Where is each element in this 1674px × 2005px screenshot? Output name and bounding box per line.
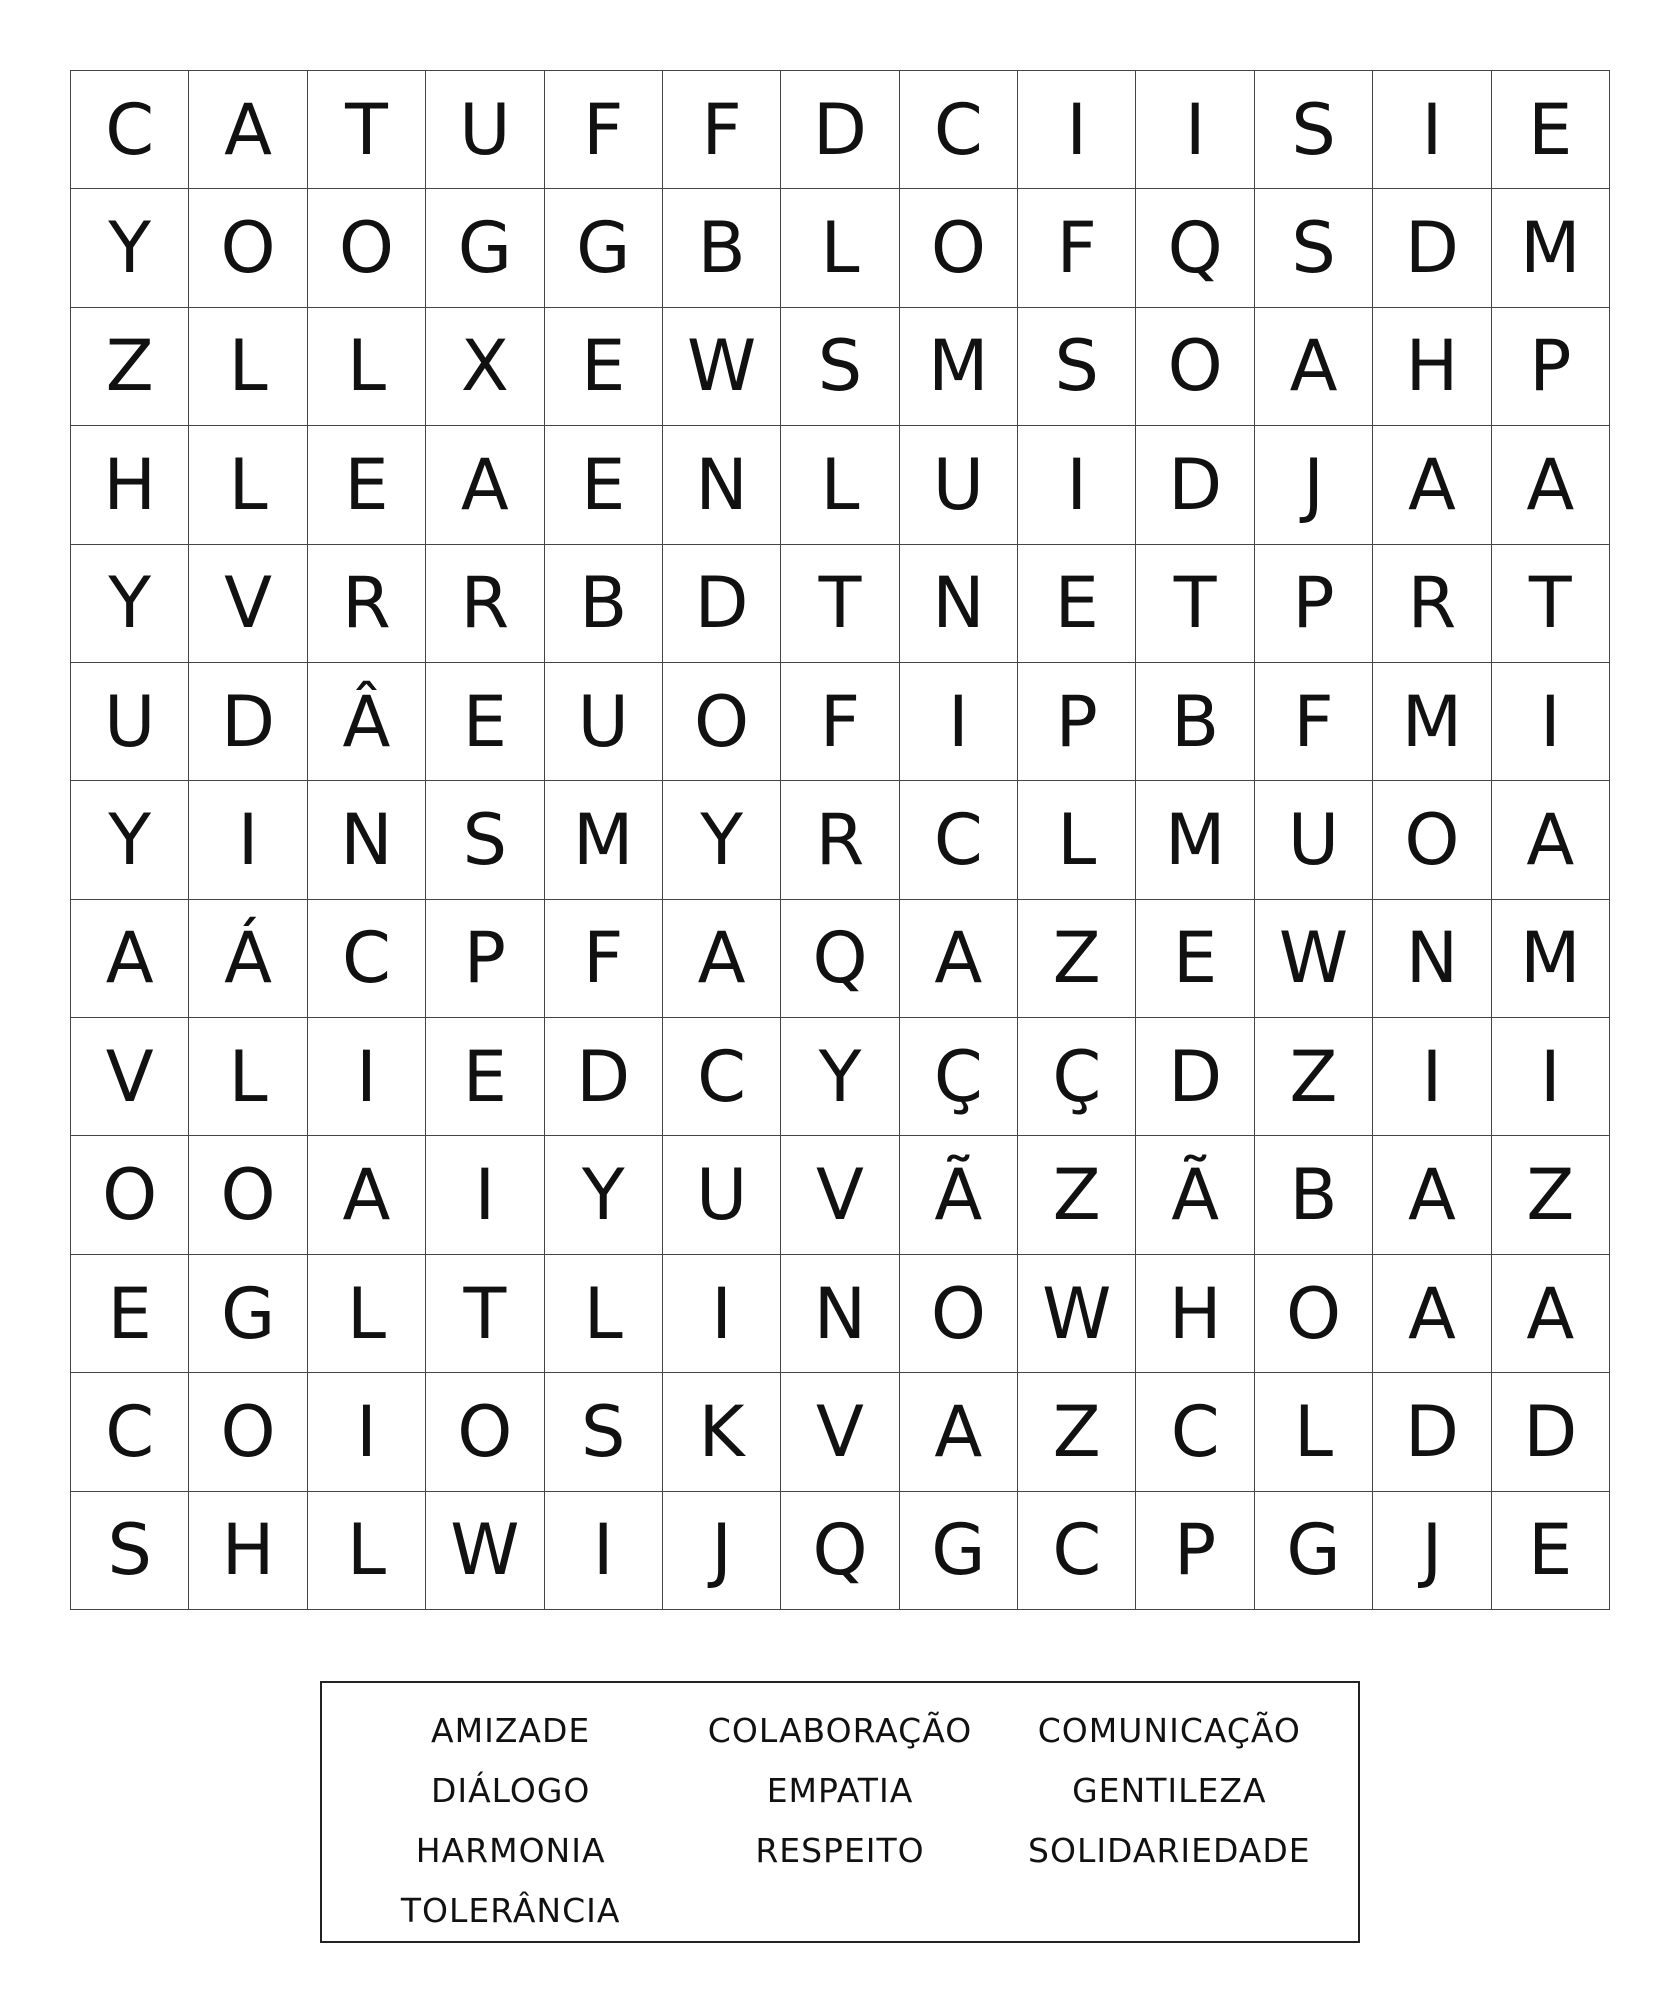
grid-cell[interactable]: O — [900, 189, 1018, 307]
grid-cell[interactable]: Z — [1255, 1018, 1373, 1136]
grid-cell[interactable]: Q — [781, 900, 899, 1018]
grid-cell[interactable]: Ç — [1018, 1018, 1136, 1136]
grid-cell[interactable]: Z — [1492, 1136, 1610, 1254]
word-bank-item: COMUNICAÇÃO — [1037, 1711, 1301, 1750]
grid-cell[interactable]: U — [426, 71, 544, 189]
grid-cell[interactable]: N — [1373, 900, 1491, 1018]
word-bank — [320, 1681, 1360, 1943]
grid-cell[interactable]: T — [308, 71, 426, 189]
grid-cell[interactable]: O — [1136, 308, 1254, 426]
grid-cell[interactable]: N — [900, 545, 1018, 663]
grid-cell[interactable]: L — [308, 1492, 426, 1610]
grid-cell[interactable]: Z — [1018, 900, 1136, 1018]
grid-cell[interactable]: M — [1373, 663, 1491, 781]
grid-cell[interactable]: A — [1492, 1255, 1610, 1373]
grid-cell[interactable]: A — [900, 1373, 1018, 1491]
grid-cell[interactable]: E — [1136, 900, 1254, 1018]
grid-cell[interactable]: P — [1492, 308, 1610, 426]
word-bank-item: AMIZADE — [431, 1711, 591, 1750]
grid-cell[interactable]: G — [426, 189, 544, 307]
grid-cell[interactable]: T — [1492, 545, 1610, 663]
grid-cell[interactable]: P — [426, 900, 544, 1018]
grid-cell[interactable]: M — [900, 308, 1018, 426]
grid-cell[interactable]: O — [663, 663, 781, 781]
grid-cell[interactable]: C — [900, 781, 1018, 899]
grid-cell[interactable]: I — [1373, 1018, 1491, 1136]
grid-cell[interactable]: A — [71, 900, 189, 1018]
grid-cell[interactable]: J — [1255, 426, 1373, 544]
grid-cell[interactable]: H — [1373, 308, 1491, 426]
grid-cell[interactable]: G — [900, 1492, 1018, 1610]
grid-cell[interactable]: S — [1255, 71, 1373, 189]
grid-cell[interactable]: I — [426, 1136, 544, 1254]
grid-cell[interactable]: I — [1492, 1018, 1610, 1136]
grid-cell[interactable]: U — [545, 663, 663, 781]
grid-cell[interactable]: E — [545, 308, 663, 426]
word-bank-item: HARMONIA — [415, 1831, 606, 1870]
grid-cell[interactable]: F — [781, 663, 899, 781]
grid-cell[interactable]: Á — [189, 900, 307, 1018]
grid-cell[interactable]: U — [663, 1136, 781, 1254]
grid-cell[interactable]: Q — [781, 1492, 899, 1610]
grid-cell[interactable]: O — [71, 1136, 189, 1254]
grid-cell[interactable]: C — [308, 900, 426, 1018]
grid-cell[interactable]: R — [308, 545, 426, 663]
grid-cell[interactable]: I — [900, 663, 1018, 781]
grid-cell[interactable]: B — [1136, 663, 1254, 781]
grid-cell[interactable]: F — [545, 900, 663, 1018]
grid-cell[interactable]: E — [1018, 545, 1136, 663]
grid-cell[interactable]: L — [781, 189, 899, 307]
grid-cell[interactable]: V — [781, 1373, 899, 1491]
grid-cell[interactable]: E — [426, 1018, 544, 1136]
grid-cell[interactable]: W — [426, 1492, 544, 1610]
grid-cell[interactable]: U — [1255, 781, 1373, 899]
grid-cell[interactable]: U — [71, 663, 189, 781]
grid-cell[interactable]: D — [545, 1018, 663, 1136]
grid-cell[interactable]: A — [1492, 426, 1610, 544]
grid-cell[interactable]: G — [545, 189, 663, 307]
grid-cell[interactable]: X — [426, 308, 544, 426]
word-bank-item: COLABORAÇÃO — [707, 1711, 973, 1750]
grid-cell[interactable]: C — [71, 71, 189, 189]
grid-cell[interactable]: I — [1018, 71, 1136, 189]
grid-cell[interactable]: R — [781, 781, 899, 899]
grid-cell[interactable]: Y — [663, 781, 781, 899]
grid-cell[interactable]: N — [308, 781, 426, 899]
grid-cell[interactable]: Z — [71, 308, 189, 426]
grid-cell[interactable]: A — [900, 900, 1018, 1018]
grid-cell[interactable]: M — [1492, 189, 1610, 307]
grid-cell[interactable]: C — [1018, 1492, 1136, 1610]
grid-cell[interactable]: C — [900, 71, 1018, 189]
grid-cell[interactable]: L — [1255, 1373, 1373, 1491]
grid-cell[interactable]: O — [900, 1255, 1018, 1373]
grid-cell[interactable]: D — [781, 71, 899, 189]
grid-cell[interactable]: A — [1373, 1136, 1491, 1254]
word-bank-item: GENTILEZA — [1072, 1771, 1267, 1810]
grid-cell[interactable]: A — [189, 71, 307, 189]
grid-cell[interactable]: U — [900, 426, 1018, 544]
grid-cell[interactable]: Ç — [900, 1018, 1018, 1136]
grid-cell[interactable]: O — [426, 1373, 544, 1491]
word-bank-item: EMPATIA — [766, 1771, 914, 1810]
grid-cell[interactable]: A — [1255, 308, 1373, 426]
grid-cell[interactable]: N — [781, 1255, 899, 1373]
grid-cell[interactable]: V — [189, 545, 307, 663]
grid-cell[interactable]: L — [308, 308, 426, 426]
grid-cell[interactable]: R — [1373, 545, 1491, 663]
grid-cell[interactable]: D — [1136, 426, 1254, 544]
word-search-grid — [70, 70, 1610, 1610]
grid-cell[interactable]: A — [663, 900, 781, 1018]
grid-cell[interactable]: L — [545, 1255, 663, 1373]
grid-cell[interactable]: H — [189, 1492, 307, 1610]
grid-cell[interactable]: A — [1492, 781, 1610, 899]
grid-cell[interactable]: C — [663, 1018, 781, 1136]
grid-cell[interactable]: J — [663, 1492, 781, 1610]
grid-cell[interactable]: A — [1373, 426, 1491, 544]
grid-cell[interactable]: D — [1136, 1018, 1254, 1136]
grid-cell[interactable]: S — [1255, 189, 1373, 307]
grid-cell[interactable]: B — [663, 189, 781, 307]
grid-cell[interactable]: S — [426, 781, 544, 899]
grid-cell[interactable]: D — [1373, 1373, 1491, 1491]
grid-cell[interactable]: I — [1136, 71, 1254, 189]
grid-cell[interactable]: T — [1136, 545, 1254, 663]
grid-cell[interactable]: H — [71, 426, 189, 544]
grid-cell[interactable]: B — [545, 545, 663, 663]
grid-cell[interactable]: I — [1018, 426, 1136, 544]
grid-cell[interactable]: Y — [71, 189, 189, 307]
grid-cell[interactable]: B — [1255, 1136, 1373, 1254]
grid-cell[interactable]: M — [1492, 900, 1610, 1018]
word-bank-item: RESPEITO — [755, 1831, 925, 1870]
grid-cell[interactable]: L — [189, 308, 307, 426]
grid-cell[interactable]: I — [189, 781, 307, 899]
grid-cell[interactable]: E — [1492, 1492, 1610, 1610]
grid-cell[interactable]: F — [545, 71, 663, 189]
grid-cell[interactable]: O — [1373, 781, 1491, 899]
grid-cell[interactable]: I — [308, 1373, 426, 1491]
grid-cell[interactable]: Ã — [900, 1136, 1018, 1254]
grid-cell[interactable]: M — [545, 781, 663, 899]
grid-cell[interactable]: D — [1492, 1373, 1610, 1491]
word-bank-item: DIÁLOGO — [430, 1771, 591, 1810]
grid-cell[interactable]: T — [426, 1255, 544, 1373]
grid-cell[interactable]: F — [663, 71, 781, 189]
grid-cell[interactable]: Y — [71, 545, 189, 663]
grid-cell[interactable]: T — [781, 545, 899, 663]
grid-cell[interactable]: A — [1373, 1255, 1491, 1373]
grid-cell[interactable]: G — [189, 1255, 307, 1373]
grid-cell[interactable]: D — [663, 545, 781, 663]
grid-cell[interactable]: I — [1492, 663, 1610, 781]
grid-cell[interactable]: Z — [1018, 1136, 1136, 1254]
grid-cell[interactable]: L — [308, 1255, 426, 1373]
grid-cell[interactable]: S — [1018, 308, 1136, 426]
grid-cell[interactable]: P — [1255, 545, 1373, 663]
grid-cell[interactable]: V — [781, 1136, 899, 1254]
grid-cell[interactable]: D — [1373, 189, 1491, 307]
grid-cell[interactable]: R — [426, 545, 544, 663]
grid-cell[interactable]: I — [663, 1255, 781, 1373]
grid-cell[interactable]: Q — [1136, 189, 1254, 307]
grid-cell[interactable]: G — [1255, 1492, 1373, 1610]
grid-cell[interactable]: Y — [71, 781, 189, 899]
grid-cell[interactable]: P — [1136, 1492, 1254, 1610]
grid-cell[interactable]: Â — [308, 663, 426, 781]
grid-cell[interactable]: I — [1373, 71, 1491, 189]
grid-cell[interactable]: Y — [545, 1136, 663, 1254]
grid-cell[interactable]: Ã — [1136, 1136, 1254, 1254]
grid-cell[interactable]: F — [1018, 189, 1136, 307]
grid-cell[interactable]: E — [545, 426, 663, 544]
grid-cell[interactable]: A — [426, 426, 544, 544]
grid-cell[interactable]: C — [1136, 1373, 1254, 1491]
grid-cell[interactable]: C — [71, 1373, 189, 1491]
grid-cell[interactable]: O — [189, 1373, 307, 1491]
grid-cell[interactable]: S — [781, 308, 899, 426]
word-bank-item: TOLERÂNCIA — [400, 1891, 621, 1930]
grid-cell[interactable]: Y — [781, 1018, 899, 1136]
grid-cell[interactable]: E — [71, 1255, 189, 1373]
grid-cell[interactable]: M — [1136, 781, 1254, 899]
grid-cell[interactable]: W — [1018, 1255, 1136, 1373]
grid-cell[interactable]: K — [663, 1373, 781, 1491]
grid-cell[interactable]: I — [308, 1018, 426, 1136]
grid-cell[interactable]: S — [545, 1373, 663, 1491]
grid-cell[interactable]: L — [189, 426, 307, 544]
grid-cell[interactable]: N — [663, 426, 781, 544]
grid-cell[interactable]: O — [308, 189, 426, 307]
grid-cell[interactable]: W — [1255, 900, 1373, 1018]
grid-cell[interactable]: D — [189, 663, 307, 781]
grid-cell[interactable]: J — [1373, 1492, 1491, 1610]
grid-cell[interactable]: P — [1018, 663, 1136, 781]
grid-cell[interactable]: E — [308, 426, 426, 544]
grid-cell[interactable]: O — [1255, 1255, 1373, 1373]
word-bank-item: SOLIDARIEDADE — [1028, 1831, 1311, 1870]
grid-cell[interactable]: I — [545, 1492, 663, 1610]
grid-cell[interactable]: V — [71, 1018, 189, 1136]
grid-cell[interactable]: H — [1136, 1255, 1254, 1373]
grid-cell[interactable]: O — [189, 189, 307, 307]
grid-cell[interactable]: E — [1492, 71, 1610, 189]
grid-cell[interactable]: E — [426, 663, 544, 781]
grid-cell[interactable]: W — [663, 308, 781, 426]
grid-cell[interactable]: Z — [1018, 1373, 1136, 1491]
grid-cell[interactable]: A — [308, 1136, 426, 1254]
grid-cell[interactable]: L — [1018, 781, 1136, 899]
grid-cell[interactable]: L — [781, 426, 899, 544]
grid-cell[interactable]: F — [1255, 663, 1373, 781]
grid-cell[interactable]: L — [189, 1018, 307, 1136]
grid-cell[interactable]: O — [189, 1136, 307, 1254]
grid-cell[interactable]: S — [71, 1492, 189, 1610]
